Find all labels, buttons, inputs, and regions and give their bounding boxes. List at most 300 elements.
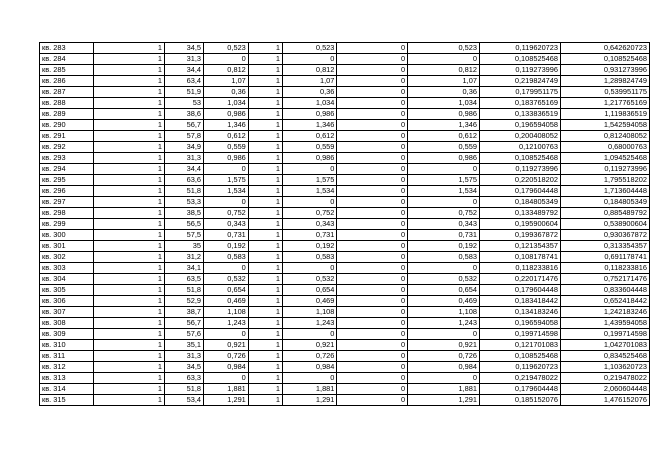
table-cell: 1 <box>248 307 282 318</box>
apartment-label-cell: кв. 311 <box>40 351 94 362</box>
table-cell: 0,196594058 <box>479 120 560 131</box>
table-cell: 53 <box>164 98 203 109</box>
table-cell: 0,726 <box>408 351 480 362</box>
apartment-label-cell: кв. 298 <box>40 208 94 219</box>
table-cell: 31,2 <box>164 252 203 263</box>
table-row <box>40 230 650 241</box>
table-cell: 0,731 <box>283 230 337 241</box>
table-cell: 0,219824749 <box>479 76 560 87</box>
table-cell: 0,532 <box>408 274 480 285</box>
table-cell: 0,583 <box>408 252 480 263</box>
apartment-label-cell: кв. 292 <box>40 142 94 153</box>
table-cell: 1 <box>248 76 282 87</box>
table-cell: 31,3 <box>164 153 203 164</box>
table-cell: 0,726 <box>283 351 337 362</box>
table-cell: 1 <box>94 197 165 208</box>
table-cell: 1,103620723 <box>561 362 650 373</box>
apartment-label-cell: кв. 291 <box>40 131 94 142</box>
table-row <box>40 175 650 186</box>
table-cell: 0,523 <box>203 43 248 54</box>
table-cell: 0 <box>283 329 337 340</box>
table-row <box>40 373 650 384</box>
table-cell: 1 <box>248 285 282 296</box>
table-row <box>40 351 650 362</box>
table-cell: 0,523 <box>283 43 337 54</box>
table-cell: 0,196594058 <box>479 318 560 329</box>
table-cell: 0 <box>337 131 408 142</box>
table-cell: 0,36 <box>408 87 480 98</box>
table-cell: 0,108525468 <box>479 54 560 65</box>
table-cell: 1,534 <box>283 186 337 197</box>
table-cell: 1 <box>94 296 165 307</box>
table-cell: 0,812 <box>408 65 480 76</box>
table-cell: 1,881 <box>203 384 248 395</box>
table-cell: 0,179604448 <box>479 285 560 296</box>
apartment-label-cell: кв. 314 <box>40 384 94 395</box>
table-cell: 34,9 <box>164 142 203 153</box>
table-cell: 1 <box>248 362 282 373</box>
table-cell: 1 <box>94 307 165 318</box>
table-row <box>40 43 650 54</box>
table-cell: 1 <box>94 76 165 87</box>
table-cell: 1,291 <box>203 395 248 406</box>
table-cell: 31,3 <box>164 54 203 65</box>
table-cell: 1 <box>94 395 165 406</box>
table-cell: 0,986 <box>283 153 337 164</box>
table-cell: 0,199714598 <box>561 329 650 340</box>
table-row <box>40 120 650 131</box>
table-cell: 1 <box>248 197 282 208</box>
table-cell: 1 <box>248 252 282 263</box>
apartment-label-cell: кв. 294 <box>40 164 94 175</box>
apartment-label-cell: кв. 301 <box>40 241 94 252</box>
table-cell: 1,034 <box>203 98 248 109</box>
table-cell: 0,986 <box>408 109 480 120</box>
apartment-label-cell: кв. 312 <box>40 362 94 373</box>
table-cell: 1 <box>248 175 282 186</box>
table-cell: 2,060604448 <box>561 384 650 395</box>
table-cell: 57,5 <box>164 230 203 241</box>
table-cell: 31,3 <box>164 351 203 362</box>
table-cell: 1,542594058 <box>561 120 650 131</box>
apartment-label-cell: кв. 303 <box>40 263 94 274</box>
table-cell: 0,834525468 <box>561 351 650 362</box>
table-body <box>40 43 650 406</box>
table-cell: 38,5 <box>164 208 203 219</box>
apartment-label-cell: кв. 290 <box>40 120 94 131</box>
table-cell: 0,121354357 <box>479 241 560 252</box>
table-row <box>40 98 650 109</box>
apartment-label-cell: кв. 306 <box>40 296 94 307</box>
table-cell: 1,534 <box>203 186 248 197</box>
table-cell: 1,795518202 <box>561 175 650 186</box>
table-cell: 1 <box>248 65 282 76</box>
table-cell: 0,731 <box>408 230 480 241</box>
table-cell: 0,559 <box>408 142 480 153</box>
table-row <box>40 307 650 318</box>
table-cell: 0 <box>337 241 408 252</box>
table-row <box>40 109 650 120</box>
table-cell: 0 <box>337 329 408 340</box>
table-cell: 0,731 <box>203 230 248 241</box>
table-cell: 0,199714598 <box>479 329 560 340</box>
table-cell: 1 <box>94 329 165 340</box>
table-cell: 0 <box>337 307 408 318</box>
apartment-label-cell: кв. 296 <box>40 186 94 197</box>
table-cell: 1 <box>248 230 282 241</box>
table-cell: 0 <box>337 98 408 109</box>
table-cell: 1,034 <box>408 98 480 109</box>
table-cell: 0,343 <box>408 219 480 230</box>
table-cell: 0,984 <box>283 362 337 373</box>
table-cell: 0 <box>337 175 408 186</box>
table-cell: 0,931273996 <box>561 65 650 76</box>
table-cell: 56,5 <box>164 219 203 230</box>
table-cell: 1 <box>248 274 282 285</box>
table-cell: 1 <box>94 274 165 285</box>
table-cell: 0,12100763 <box>479 142 560 153</box>
apartment-label-cell: кв. 302 <box>40 252 94 263</box>
table-row <box>40 87 650 98</box>
table-cell: 0,133836519 <box>479 109 560 120</box>
table-cell: 0,220171476 <box>479 274 560 285</box>
table-cell: 38,7 <box>164 307 203 318</box>
table-cell: 0 <box>203 164 248 175</box>
table-cell: 0 <box>337 318 408 329</box>
table-row <box>40 153 650 164</box>
table-cell: 0 <box>337 186 408 197</box>
table-cell: 0 <box>337 274 408 285</box>
table-cell: 1,243 <box>283 318 337 329</box>
table-cell: 0 <box>337 296 408 307</box>
table-cell: 0,654 <box>203 285 248 296</box>
table-cell: 0 <box>283 197 337 208</box>
table-cell: 1 <box>248 54 282 65</box>
table-row <box>40 263 650 274</box>
table-cell: 1,243 <box>408 318 480 329</box>
table-cell: 1 <box>248 373 282 384</box>
table-cell: 0 <box>408 329 480 340</box>
table-cell: 1,291 <box>283 395 337 406</box>
table-row <box>40 208 650 219</box>
table-cell: 51,8 <box>164 186 203 197</box>
table-cell: 0,119620723 <box>479 362 560 373</box>
table-cell: 0,532 <box>283 274 337 285</box>
table-cell: 1,713604448 <box>561 186 650 197</box>
table-row <box>40 241 650 252</box>
table-cell: 0,185152076 <box>479 395 560 406</box>
table-cell: 1 <box>94 142 165 153</box>
table-cell: 0,538900604 <box>561 219 650 230</box>
table-cell: 56,7 <box>164 318 203 329</box>
table-cell: 0,313354357 <box>561 241 650 252</box>
table-cell: 0 <box>337 219 408 230</box>
table-cell: 1,291 <box>408 395 480 406</box>
table-cell: 1 <box>248 340 282 351</box>
table-row <box>40 197 650 208</box>
apartment-label-cell: кв. 309 <box>40 329 94 340</box>
table-cell: 0,220518202 <box>479 175 560 186</box>
table-row <box>40 252 650 263</box>
table-cell: 51,9 <box>164 87 203 98</box>
table-cell: 0,469 <box>283 296 337 307</box>
table-row <box>40 219 650 230</box>
table-cell: 63,4 <box>164 76 203 87</box>
table-cell: 1,108 <box>408 307 480 318</box>
table-cell: 1 <box>248 208 282 219</box>
table-cell: 1 <box>94 318 165 329</box>
table-cell: 1 <box>248 164 282 175</box>
table-cell: 1 <box>94 109 165 120</box>
table-cell: 0,532 <box>203 274 248 285</box>
apartment-label-cell: кв. 283 <box>40 43 94 54</box>
table-cell: 0,133489792 <box>479 208 560 219</box>
table-cell: 1 <box>94 54 165 65</box>
table-cell: 0,885489792 <box>561 208 650 219</box>
table-cell: 1 <box>248 296 282 307</box>
table-cell: 0,833604448 <box>561 285 650 296</box>
table-cell: 0 <box>337 395 408 406</box>
table-cell: 0,179951175 <box>479 87 560 98</box>
table-cell: 1 <box>94 340 165 351</box>
table-cell: 0,36 <box>283 87 337 98</box>
apartment-label-cell: кв. 289 <box>40 109 94 120</box>
table-cell: 1 <box>248 131 282 142</box>
table-cell: 0,752 <box>283 208 337 219</box>
table-cell: 1 <box>94 65 165 76</box>
table-cell: 38,6 <box>164 109 203 120</box>
apartment-label-cell: кв. 315 <box>40 395 94 406</box>
table-row <box>40 340 650 351</box>
table-cell: 1,881 <box>408 384 480 395</box>
table-cell: 1 <box>248 186 282 197</box>
table-cell: 1 <box>248 219 282 230</box>
apartment-label-cell: кв. 297 <box>40 197 94 208</box>
apartment-label-cell: кв. 288 <box>40 98 94 109</box>
table-cell: 0,986 <box>203 109 248 120</box>
table-cell: 1 <box>248 142 282 153</box>
table-cell: 1 <box>248 263 282 274</box>
table-cell: 0,192 <box>408 241 480 252</box>
table-cell: 0 <box>283 164 337 175</box>
table-cell: 1 <box>94 98 165 109</box>
table-row <box>40 296 650 307</box>
table-cell: 0,752171476 <box>561 274 650 285</box>
table-cell: 0 <box>337 54 408 65</box>
table-cell: 0 <box>283 373 337 384</box>
table-cell: 1 <box>94 208 165 219</box>
table-cell: 1 <box>94 384 165 395</box>
table-cell: 1 <box>248 120 282 131</box>
table-cell: 0 <box>408 54 480 65</box>
table-cell: 0,184805349 <box>479 197 560 208</box>
table-cell: 0,199367872 <box>479 230 560 241</box>
table-cell: 0,343 <box>283 219 337 230</box>
table-cell: 1,242183246 <box>561 307 650 318</box>
table-row <box>40 285 650 296</box>
table-cell: 0,612 <box>203 131 248 142</box>
table-cell: 0,752 <box>408 208 480 219</box>
table-cell: 1 <box>248 241 282 252</box>
table-cell: 1 <box>94 252 165 263</box>
table-cell: 0,559 <box>203 142 248 153</box>
table-cell: 0 <box>203 373 248 384</box>
table-cell: 1 <box>94 241 165 252</box>
table-cell: 0 <box>408 164 480 175</box>
table-cell: 0,179604448 <box>479 186 560 197</box>
table-cell: 0,119273996 <box>561 164 650 175</box>
table-cell: 0,119273996 <box>479 164 560 175</box>
table-cell: 57,6 <box>164 329 203 340</box>
table-cell: 1,575 <box>203 175 248 186</box>
table-cell: 0 <box>337 120 408 131</box>
table-cell: 0,183765169 <box>479 98 560 109</box>
table-row <box>40 186 650 197</box>
table-row <box>40 274 650 285</box>
table-cell: 0,195900604 <box>479 219 560 230</box>
table-cell: 0,469 <box>203 296 248 307</box>
table-cell: 0 <box>283 54 337 65</box>
table-cell: 0 <box>337 252 408 263</box>
apartment-label-cell: кв. 286 <box>40 76 94 87</box>
table-row <box>40 329 650 340</box>
table-cell: 0,986 <box>408 153 480 164</box>
table-cell: 1,346 <box>408 120 480 131</box>
table-cell: 1,07 <box>283 76 337 87</box>
table-row <box>40 384 650 395</box>
table-cell: 0 <box>337 109 408 120</box>
table-cell: 0,523 <box>408 43 480 54</box>
table-cell: 0,654 <box>283 285 337 296</box>
table-cell: 1,575 <box>408 175 480 186</box>
table-cell: 1 <box>248 329 282 340</box>
table-cell: 0,986 <box>283 109 337 120</box>
table-cell: 0,654 <box>408 285 480 296</box>
table-row <box>40 362 650 373</box>
table-cell: 0 <box>337 373 408 384</box>
table-cell: 1,575 <box>283 175 337 186</box>
table-cell: 1 <box>94 285 165 296</box>
table-cell: 1,042701083 <box>561 340 650 351</box>
table-cell: 1 <box>94 153 165 164</box>
table-row <box>40 318 650 329</box>
table-cell: 1,346 <box>203 120 248 131</box>
table-cell: 1 <box>248 153 282 164</box>
apartment-label-cell: кв. 313 <box>40 373 94 384</box>
table-cell: 0 <box>337 263 408 274</box>
table-cell: 52,9 <box>164 296 203 307</box>
table-cell: 0,108178741 <box>479 252 560 263</box>
apartment-label-cell: кв. 308 <box>40 318 94 329</box>
table-cell: 0 <box>337 340 408 351</box>
table-cell: 0,108525468 <box>479 351 560 362</box>
table-cell: 1 <box>248 351 282 362</box>
apartment-label-cell: кв. 300 <box>40 230 94 241</box>
table-cell: 0,134183246 <box>479 307 560 318</box>
table-cell: 1,108 <box>203 307 248 318</box>
table-cell: 1 <box>248 109 282 120</box>
table-cell: 0,921 <box>283 340 337 351</box>
table-cell: 0 <box>408 373 480 384</box>
table-cell: 1 <box>248 98 282 109</box>
table-cell: 0,192 <box>203 241 248 252</box>
table-row <box>40 76 650 87</box>
table-cell: 1,346 <box>283 120 337 131</box>
table-cell: 35,1 <box>164 340 203 351</box>
table-cell: 0,583 <box>283 252 337 263</box>
table-cell: 56,7 <box>164 120 203 131</box>
table-cell: 0 <box>337 76 408 87</box>
table-cell: 0,812408052 <box>561 131 650 142</box>
table-cell: 0,559 <box>283 142 337 153</box>
table-cell: 0,108525468 <box>561 54 650 65</box>
apartment-label-cell: кв. 307 <box>40 307 94 318</box>
table-cell: 0,469 <box>408 296 480 307</box>
apartment-label-cell: кв. 295 <box>40 175 94 186</box>
table-cell: 1 <box>94 87 165 98</box>
table-cell: 1,07 <box>203 76 248 87</box>
table-cell: 51,8 <box>164 384 203 395</box>
table-cell: 0,179604448 <box>479 384 560 395</box>
table-cell: 0,930367872 <box>561 230 650 241</box>
table-cell: 0 <box>337 362 408 373</box>
table-row <box>40 142 650 153</box>
table-cell: 1 <box>248 395 282 406</box>
table-cell: 0 <box>337 164 408 175</box>
table-cell: 34,1 <box>164 263 203 274</box>
table-cell: 0 <box>337 43 408 54</box>
table-cell: 0,68000763 <box>561 142 650 153</box>
table-cell: 0 <box>337 230 408 241</box>
table-cell: 0,583 <box>203 252 248 263</box>
table-cell: 0,219478022 <box>479 373 560 384</box>
table-cell: 1,217765169 <box>561 98 650 109</box>
apartment-label-cell: кв. 310 <box>40 340 94 351</box>
table-cell: 1,289824749 <box>561 76 650 87</box>
table-cell: 0 <box>337 384 408 395</box>
table-cell: 1 <box>94 43 165 54</box>
table-cell: 0,108525468 <box>479 153 560 164</box>
table-cell: 0 <box>337 142 408 153</box>
table-cell: 53,3 <box>164 197 203 208</box>
table-cell: 1 <box>94 175 165 186</box>
table-cell: 0 <box>337 87 408 98</box>
table-cell: 0 <box>337 153 408 164</box>
table-cell: 1 <box>94 164 165 175</box>
table-cell: 35 <box>164 241 203 252</box>
table-cell: 34,5 <box>164 43 203 54</box>
table-cell: 0,192 <box>283 241 337 252</box>
table-cell: 57,8 <box>164 131 203 142</box>
table-cell: 1,108 <box>283 307 337 318</box>
table-cell: 0 <box>408 263 480 274</box>
table-cell: 1,07 <box>408 76 480 87</box>
table-cell: 53,4 <box>164 395 203 406</box>
table-cell: 1 <box>94 373 165 384</box>
table-cell: 0 <box>408 197 480 208</box>
table-cell: 1 <box>94 131 165 142</box>
table-cell: 0,200408052 <box>479 131 560 142</box>
table-cell: 34,4 <box>164 164 203 175</box>
table-cell: 0,652418442 <box>561 296 650 307</box>
table-cell: 1,119836519 <box>561 109 650 120</box>
table-cell: 0 <box>283 263 337 274</box>
table-cell: 1,534 <box>408 186 480 197</box>
table-cell: 0 <box>203 263 248 274</box>
table-cell: 1,094525468 <box>561 153 650 164</box>
table-cell: 0,726 <box>203 351 248 362</box>
apartment-label-cell: кв. 284 <box>40 54 94 65</box>
